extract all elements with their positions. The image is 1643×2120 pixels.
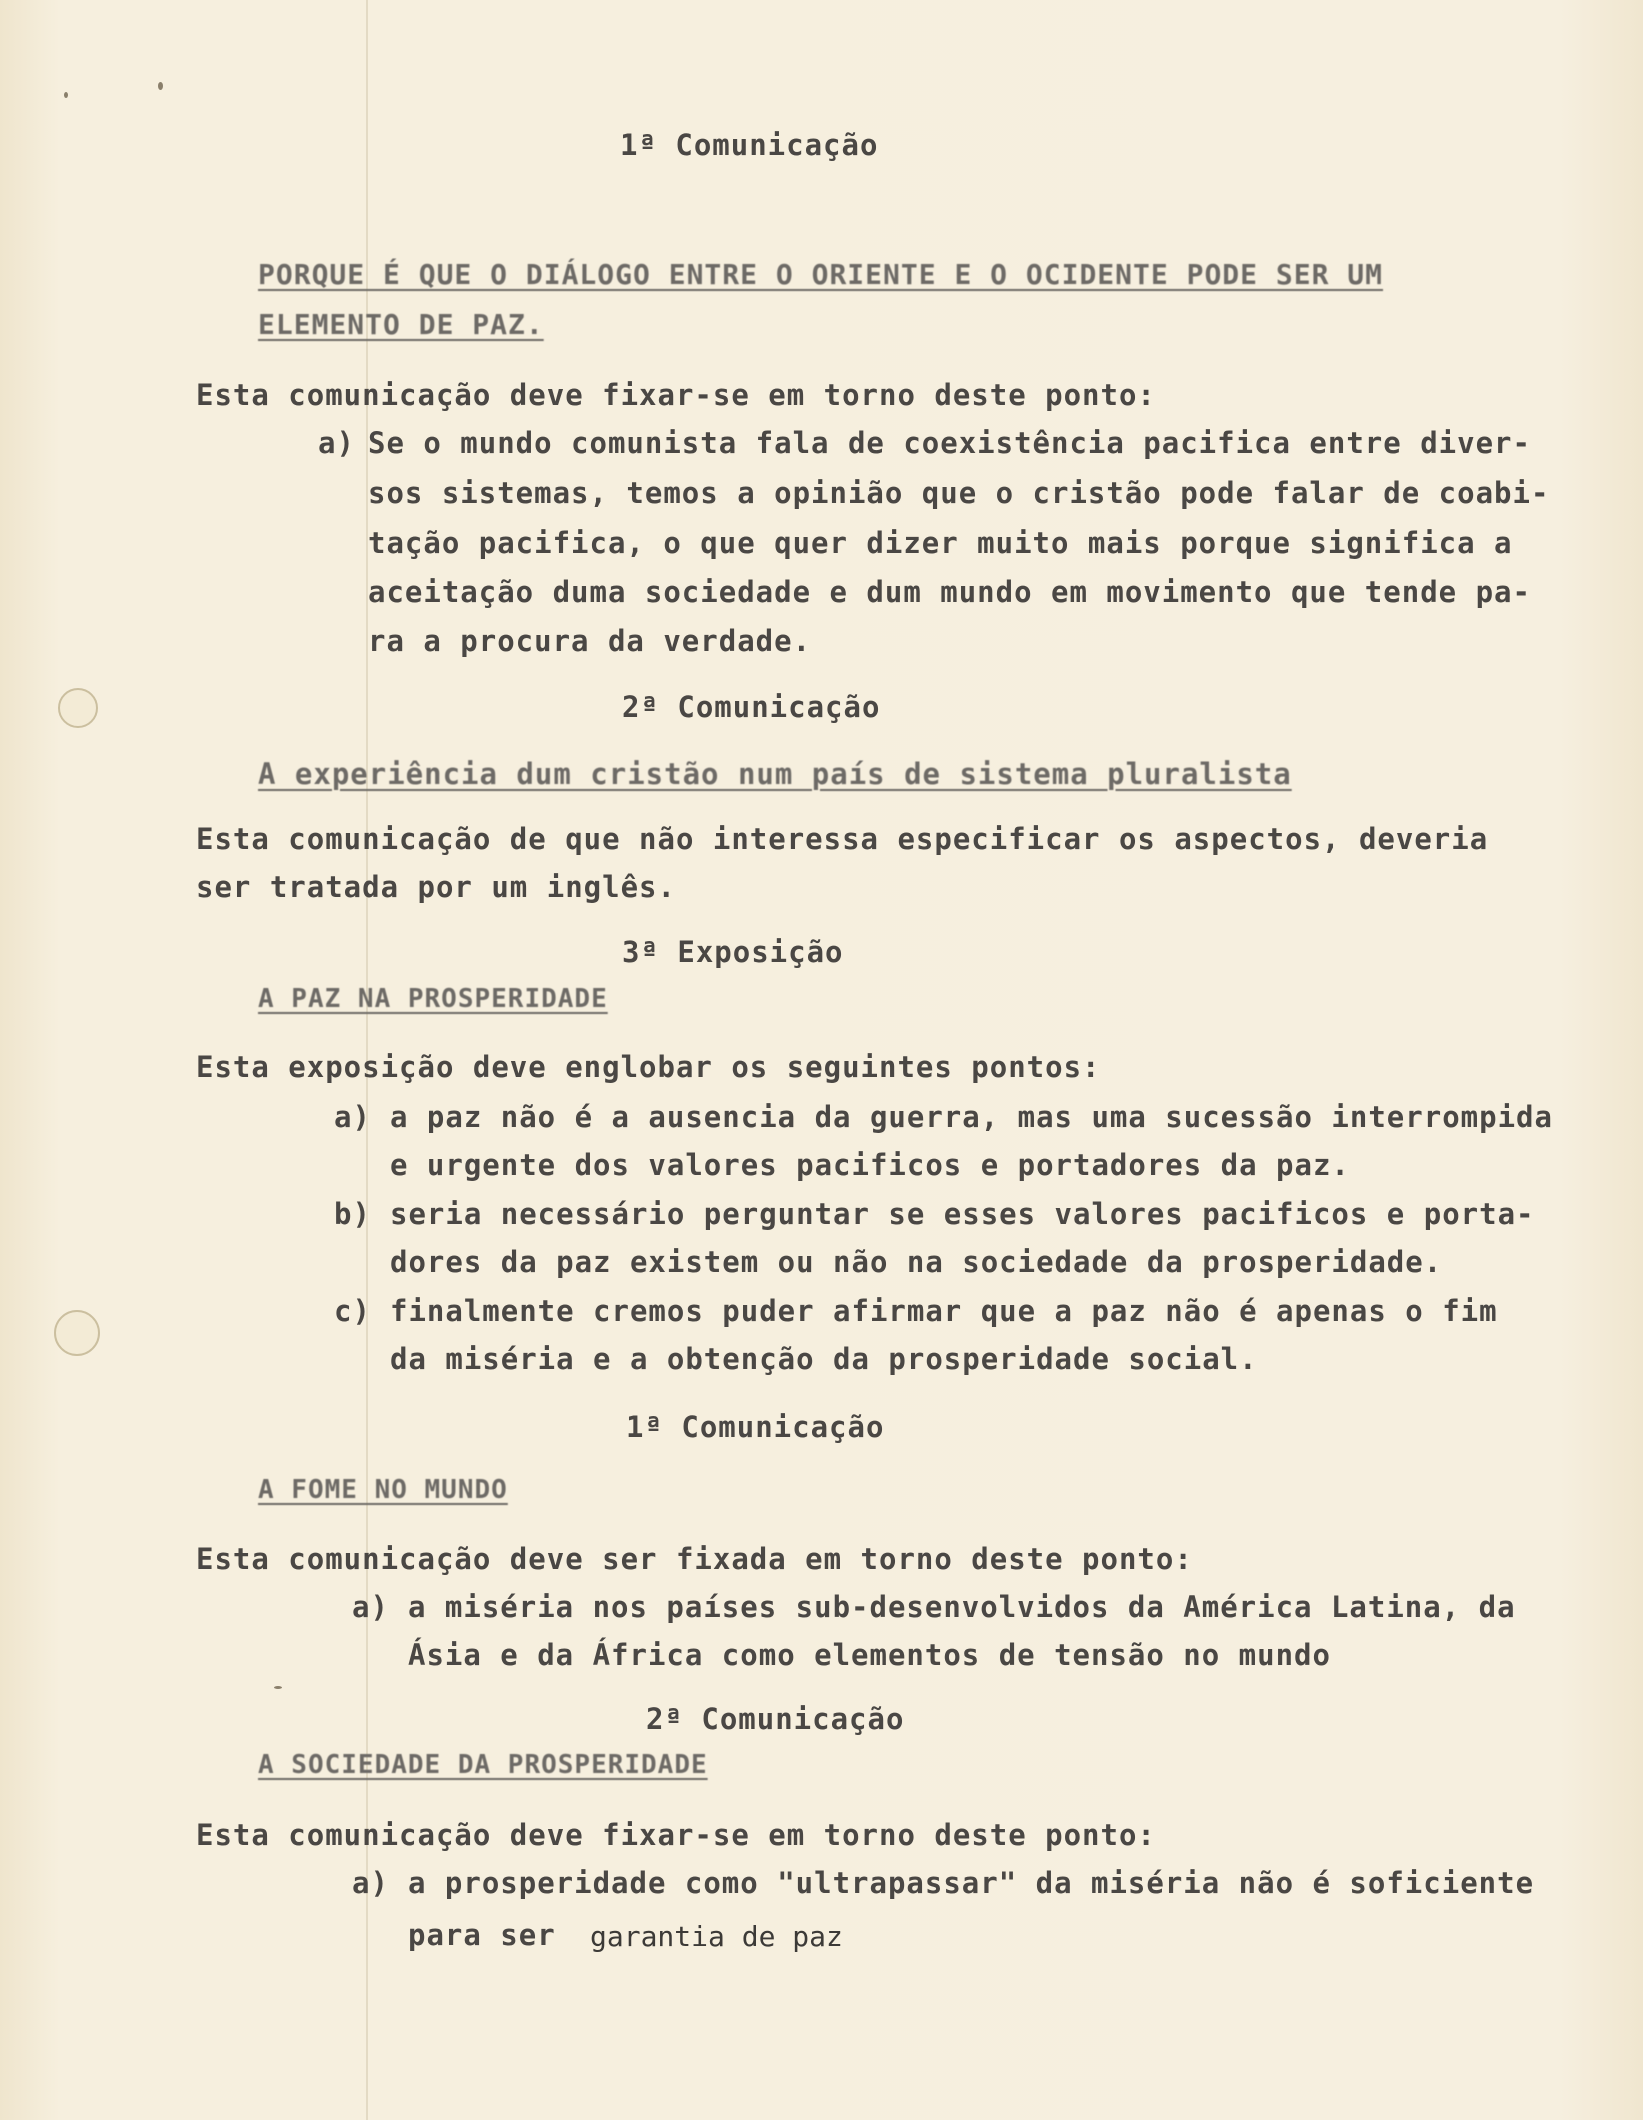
paragraph-line: aceitação duma sociedade e dum mundo em movimento que tende pa-	[368, 575, 1531, 609]
paragraph-line: seria necessário perguntar se esses valores pacificos e porta-	[390, 1197, 1535, 1231]
item-label: a)	[318, 426, 355, 460]
ink-speck	[64, 92, 68, 98]
ink-speck	[158, 82, 163, 90]
paragraph-line: Esta comunicação deve fixar-se em torno deste ponto:	[196, 1818, 1156, 1852]
paragraph-line: Se o mundo comunista fala de coexistência pacifica entre diver-	[368, 426, 1531, 460]
paragraph-line: da miséria e a obtenção da prosperidade social.	[390, 1342, 1258, 1376]
paragraph-line: Esta comunicação deve fixar-se em torno deste ponto:	[196, 378, 1156, 412]
paragraph-line: Esta comunicação deve ser fixada em torno deste ponto:	[196, 1542, 1193, 1576]
paragraph-line: finalmente cremos puder afirmar que a paz não é apenas o fim	[390, 1294, 1498, 1328]
paragraph-line: a miséria nos países sub-desenvolvidos da América Latina, da	[408, 1590, 1516, 1624]
item-label: c)	[334, 1294, 371, 1328]
paragraph-line: ra a procura da verdade.	[368, 624, 812, 658]
punch-hole-bottom	[54, 1310, 100, 1356]
paragraph-line: a prosperidade como "ultrapassar" da miséria não é soficiente	[408, 1866, 1535, 1900]
paragraph-line: sos sistemas, temos a opinião que o cristão pode falar de coabi-	[368, 476, 1550, 510]
item-label: a)	[352, 1590, 389, 1624]
section-title: A PAZ NA PROSPERIDADE	[258, 984, 608, 1014]
ink-speck	[274, 1686, 282, 1689]
section-heading: 1ª Comunicação	[620, 128, 879, 162]
added-text: garantia de paz	[590, 1920, 843, 1953]
item-label: a)	[334, 1100, 371, 1134]
punch-hole-top	[58, 688, 98, 728]
section-title: ELEMENTO DE PAZ.	[258, 308, 544, 341]
paragraph-line: e urgente dos valores pacificos e portadores da paz.	[390, 1148, 1350, 1182]
section-title: A SOCIEDADE DA PROSPERIDADE	[258, 1750, 708, 1780]
paragraph-line: dores da paz existem ou não na sociedade da prosperidade.	[390, 1245, 1443, 1279]
paragraph-line: a paz não é a ausencia da guerra, mas uma sucessão interrompida	[390, 1100, 1553, 1134]
paragraph-line: Esta exposição deve englobar os seguintes pontos:	[196, 1050, 1101, 1084]
section-title: PORQUE É QUE O DIÁLOGO ENTRE O ORIENTE E O OCIDENTE PODE SER UM	[258, 258, 1384, 291]
paragraph-line: ser tratada por um inglês.	[196, 870, 676, 904]
paragraph-line: Esta comunicação de que não interessa especificar os aspectos, deveria	[196, 822, 1489, 856]
section-title: A FOME NO MUNDO	[258, 1475, 508, 1505]
section-heading: 1ª Comunicação	[626, 1410, 885, 1444]
paragraph-line: Ásia e da África como elementos de tensão no mundo	[408, 1638, 1331, 1672]
paragraph-line: tação pacifica, o que quer dizer muito mais porque significa a	[368, 526, 1513, 560]
item-label: a)	[352, 1866, 389, 1900]
paragraph-line: para ser	[408, 1918, 556, 1952]
section-heading: 3ª Exposição	[622, 935, 844, 969]
section-heading: 2ª Comunicação	[622, 690, 881, 724]
section-heading: 2ª Comunicação	[646, 1702, 905, 1736]
section-title: A experiência dum cristão num país de sistema pluralista	[258, 757, 1292, 791]
item-label: b)	[334, 1197, 371, 1231]
